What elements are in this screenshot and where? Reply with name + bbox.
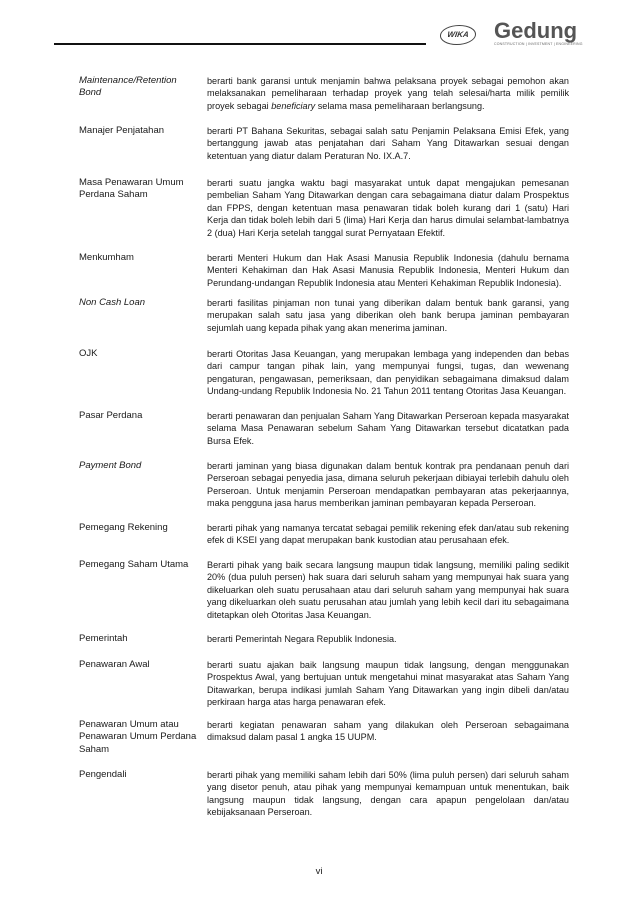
- company-logo: [440, 18, 583, 50]
- glossary-term: Pengendali: [79, 769, 127, 780]
- wika-badge: WIKA: [439, 25, 478, 45]
- glossary-term: OJK: [79, 348, 98, 359]
- glossary-definition: berarti PT Bahana Sekuritas, sebagai salah satu Penjamin Pelaksana Emisi Efek, yang bertanggung jawab atas penjatahan dari Saham Yang Ditawarkan sesuai dengan ketentuan yang diatur dalam Peraturan No. IX.A.7.: [207, 126, 569, 161]
- glossary-term: Pemegang Saham Utama: [79, 559, 189, 570]
- glossary-term: Pasar Perdana: [79, 410, 143, 421]
- glossary-definition: berarti fasilitas pinjaman non tunai yang diberikan dalam bentuk bank garansi, yang merupakan salah satu jasa yang diberikan oleh bank berupa jaminan pembayaran sejumlah uang kepada pihak yang akan menerima jaminan.: [207, 298, 569, 333]
- glossary-term: Penawaran Umum atau Penawaran Umum Perdana Saham: [79, 719, 197, 755]
- page-number: vi: [315, 866, 323, 877]
- glossary-term: Penawaran Awal: [79, 659, 150, 670]
- glossary-definition: berarti Pemerintah Negara Republik Indonesia.: [207, 634, 397, 644]
- logo-wordmark: Gedung: [494, 18, 578, 43]
- header-rule: [54, 43, 426, 45]
- glossary-term: Pemerintah: [79, 633, 128, 644]
- glossary-term: Masa Penawaran Umum Perdana Saham: [79, 177, 184, 201]
- logo-tagline: CONSTRUCTION | INVESTMENT | ENGINEERING: [494, 42, 583, 46]
- glossary-term: Pemegang Rekening: [79, 522, 168, 533]
- glossary-definition: Berarti pihak yang baik secara langsung maupun tidak langsung, memiliki paling sedikit 20% (dua puluh persen) hak suara dari seluruh saham yang mempunyai hak suara yang dikeluarkan oleh suatu perusahaan atau dari seluruh saham yang mempunyai hak suara yang dikeluarkan oleh suatu perusahan atau jumlah yang lebih kecil dari itu sebagaimana ditetapkan oleh Otoritas Jasa Keuangan.: [207, 560, 569, 620]
- glossary-definition: berarti suatu ajakan baik langsung maupun tidak langsung, dengan menggunakan Prospektus Awal, yang bertujuan untuk mengetahui minat masyarakat atas Saham Yang Ditawarkan, berupa indikasi jumlah Saham Yang Ditawarkan yang ingin dibeli dan/atau perkiraan harga atas harga penawaran efek.: [207, 660, 569, 708]
- glossary-definition: berarti Otoritas Jasa Keuangan, yang merupakan lembaga yang independen dan bebas dari campur tangan pihak lain, yang mempunyai fungsi, tugas, dan wewenang pengaturan, pengawasan, pemeriksaan, dan penyidikan sebagaimana dimaksud dalam Undang-undang Republik Indonesia No. 21 Tahun 2011 tentang Otoritas Jasa Keuangan.: [207, 349, 569, 397]
- glossary-definition: berarti Menteri Hukum dan Hak Asasi Manusia Republik Indonesia (dahulu bernama Menteri Kehakiman dan Hak Asasi Manusia Republik Indonesia, Menteri Hukum dan Perundang-undangan Republik Indonesia atau Menteri Kehakiman Republik Indonesia).: [207, 253, 569, 288]
- glossary-definition: berarti kegiatan penawaran saham yang dilakukan oleh Perseroan sebagaimana dimaksud dalam pasal 1 angka 15 UUPM.: [207, 720, 569, 743]
- glossary-term: Non Cash Loan: [79, 297, 146, 308]
- glossary-definition: berarti bank garansi untuk menjamin bahwa pelaksana proyek sebagai pemohon akan melaksanakan pemeliharaan terhadap proyek yang telah selesai/harta milik pemilik proyek sebagai beneficiary selama masa pemeliharaan berlangsung.: [207, 76, 569, 111]
- glossary-term: Menkumham: [79, 252, 134, 263]
- glossary-definition: berarti pihak yang memiliki saham lebih dari 50% (lima puluh persen) dari seluruh saham yang disetor penuh, atau pihak yang mempunyai kemampuan untuk menentukan, baik langsung maupun tidak langsung, dengan cara apapun pengelolaan dan/atau kebijaksanaan Perseroan.: [207, 770, 569, 818]
- glossary-term: Manajer Penjatahan: [79, 125, 165, 136]
- glossary-definition: berarti suatu jangka waktu bagi masyarakat untuk dapat mengajukan pemesanan pembelian Saham Yang Ditawarkan dengan cara sebagaimana diatur dalam Prospektus dan FPPS, dengan ketentuan masa penawaran tidak boleh kurang dari 1 (satu) Hari Kerja dan tidak boleh lebih dari 5 (lima) Hari Kerja dan harus dimulai selambat-lambatnya 2 (dua) Hari Kerja setelah tanggal surat Pernyataan Efektif.: [207, 178, 569, 238]
- glossary-definition: berarti penawaran dan penjualan Saham Yang Ditawarkan Perseroan kepada masyarakat selama Masa Penawaran sebelum Saham Yang Ditawarkan tersebut dicatatkan pada Bursa Efek.: [207, 411, 569, 446]
- glossary-term: Maintenance/Retention Bond: [79, 75, 177, 99]
- glossary-definition: berarti pihak yang namanya tercatat sebagai pemilik rekening efek dan/atau sub rekening efek di KSEI yang dapat merupakan bank kustodian atau perusahaan efek.: [207, 523, 569, 546]
- glossary-definition: berarti jaminan yang biasa digunakan dalam bentuk kontrak pra pendanaan penuh dari Perseroan sebagai penyedia jasa, dimana seluruh pekerjaan dibiayai terlebih dahulu oleh Perseroan. Untuk menjamin Perseroan mendapatkan pembayaran atas pekerjaannya, maka pengguna jasa harus memberikan jaminan pembayaran kepada Perseroan.: [207, 461, 569, 509]
- glossary-term: Payment Bond: [79, 460, 142, 471]
